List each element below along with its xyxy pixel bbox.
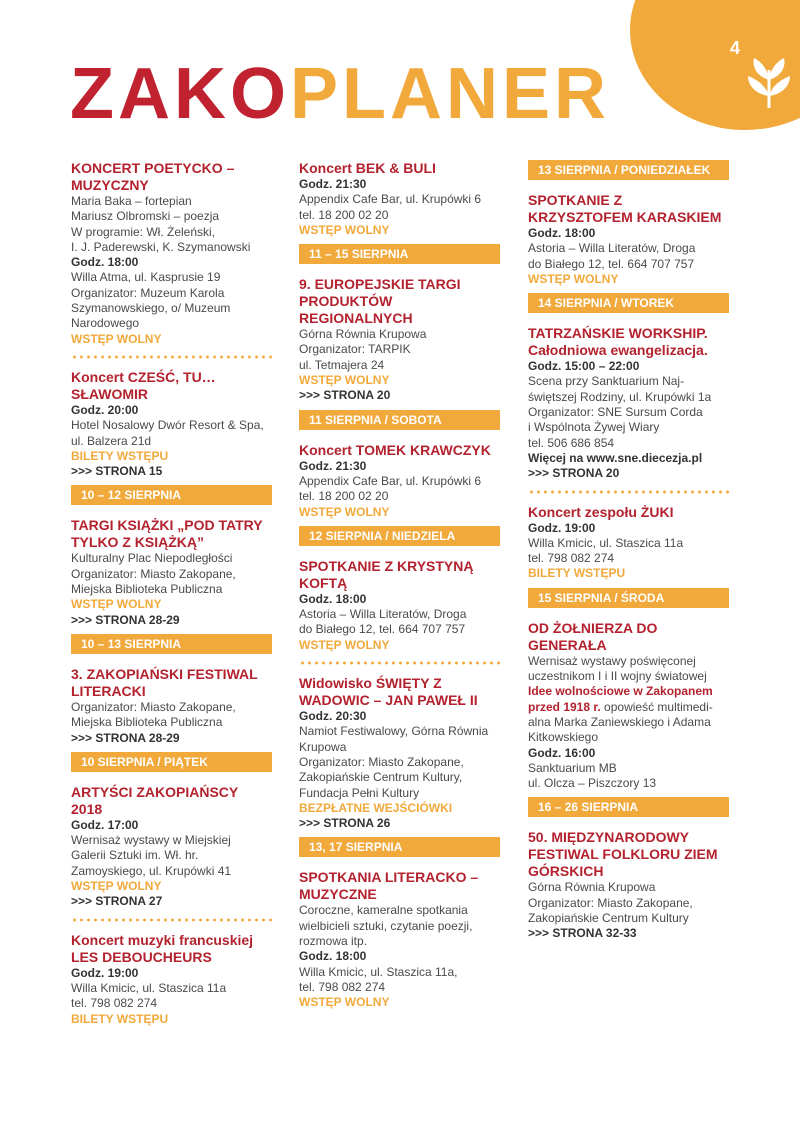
page-number: 4	[729, 38, 740, 58]
entry-info: WSTĘP WOLNY	[299, 637, 390, 652]
event-artysci-zakopianscy: ARTYŚCI ZAKOPIAŃSCY 2018 Godz. 17:00 Wernisaż wystawy w Miejskiej Galerii Sztuki im. Wł. hr. Zamoyskiego, ul. Krupówki 41 WSTĘP WOLNY >>> STRONA 27	[71, 784, 272, 910]
date-header: 11 – 15 SIERPNIA	[299, 244, 500, 264]
event-od-zolnierza: OD ŻOŁNIERZA DO GENERAŁA Wernisaż wystawy poświęconej uczestnikom I i II wojny światowej Idee wolnościowe w Zakopanem przed 1918 r. opowieść multimedi- alna Marka Zaniewskiego i Adama Kitkowskiego Godz. 16:00 Sanktuarium MB ul. Olcza – Piszczory 13	[528, 620, 729, 792]
event-title: SPOTKANIA LITERACKO – MUZYCZNE	[299, 869, 479, 903]
event-swiety-z-wadowic: Widowisko ŚWIĘTY Z WADOWIC – JAN PAWEŁ II Godz. 20:30 Namiot Festiwalowy, Górna Równia Krupowa Organizator: Miasto Zakopane, Zakopiańskie Centrum Kultury, Fundacja Pełni Kultury BEZPŁATNE WEJŚCIÓWKI >>> STRONA 26	[299, 675, 500, 831]
event-time: Godz. 18:00	[528, 226, 596, 240]
page-reference: >>> STRONA 28-29	[71, 730, 180, 745]
event-les-deboucheurs: Koncert muzyki francuskiej LES DEBOUCHEURS Godz. 19:00 Willa Kmicic, ul. Staszica 11a tel. 798 082 274 BILETY WSTĘPU	[71, 932, 272, 1027]
page-reference: >>> STRONA 20	[299, 388, 391, 403]
entry-info: WSTĘP WOLNY	[71, 597, 162, 612]
date-header: 14 SIERPNIA / WTOREK	[528, 293, 729, 313]
dotted-divider	[71, 918, 272, 922]
event-time: Godz. 21:30	[299, 177, 367, 191]
event-title: Widowisko ŚWIĘTY Z WADOWIC – JAN PAWEŁ II	[299, 675, 478, 709]
event-koncert-poetycko: KONCERT POETYCKO – MUZYCZNY Maria Baka – fortepian Mariusz Olbromski – poezja W programie: Wł. Żeleński, I. J. Paderewski, K. Szymanowski Godz. 18:00 Willa Atma, ul. Kasprusie 19 Organizator: Muzeum Karola Szymanowskiego, o/ Muzeum Narodowego WSTĘP WOLNY	[71, 160, 272, 347]
event-title: Koncert zespołu ŻUKI	[528, 503, 674, 520]
event-title: OD ŻOŁNIERZA DO GENERAŁA	[528, 619, 658, 653]
event-festiwal-folkloru: 50. MIĘDZYNARODOWY FESTIWAL FOLKLORU ZIEM GÓRSKICH Górna Równia Krupowa Organizator: Miasto Zakopane, Zakopiańskie Centrum Kultury >>> STRONA 32-33	[528, 829, 729, 941]
page-reference: >>> STRONA 20	[528, 466, 620, 481]
event-time: Godz. 18:00	[71, 255, 139, 270]
entry-info: BILETY WSTĘPU	[528, 566, 626, 581]
event-title: TARGI KSIĄŻKI „POD TATRY TYLKO Z KSIĄŻKĄ”	[71, 517, 263, 551]
event-koncert-slawomir: Koncert CZEŚĆ, TU… SŁAWOMIR Godz. 20:00 Hotel Nosalowy Dwór Resort & Spa, ul. Balzera 21d BILETY WSTĘPU >>> STRONA 15	[71, 369, 272, 479]
event-time: Godz. 17:00	[71, 817, 139, 832]
event-title: 9. EUROPEJSKIE TARGI PRODUKTÓW REGIONALNYCH	[299, 276, 461, 327]
event-time: Godz. 19:00	[71, 965, 139, 980]
event-spotkania-literacko: SPOTKANIA LITERACKO – MUZYCZNE Coroczne, kameralne spotkania wielbicieli sztuki, czytanie poezji, rozmowa itp. Godz. 18:00 Willa Kmicic, ul. Staszica 11a, tel. 798 082 274 WSTĘP WOLNY	[299, 869, 500, 1010]
column-2	[299, 160, 500, 1017]
column-1	[71, 160, 272, 1033]
entry-info: WSTĘP WOLNY	[299, 995, 390, 1010]
event-tatrzanskie-workship: TATRZAŃSKIE WORKSHIP. Całodniowa ewangelizacja. Godz. 15:00 – 22:00 Scena przy Sanktuarium Naj- świętszej Rodziny, ul. Krupówki 1a Organizator: SNE Sursum Corda i Wspólnota Żywej Wiary tel. 506 686 854 Więcej na www.sne.diecezja.pl >>> STRONA 20	[528, 325, 729, 481]
page-reference: >>> STRONA 15	[71, 464, 163, 479]
event-krzysztof-karasek: SPOTKANIE Z KRZYSZTOFEM KARASKIEM Godz. 18:00 Astoria – Willa Literatów, Droga do Białego 12, tel. 664 707 757 WSTĘP WOLNY	[528, 192, 729, 287]
entry-info: BEZPŁATNE WEJŚCIÓWKI	[299, 800, 453, 815]
event-title: 50. MIĘDZYNARODOWY FESTIWAL FOLKLORU ZIEM GÓRSKICH	[528, 829, 718, 880]
event-targi-ksiazki: TARGI KSIĄŻKI „POD TATRY TYLKO Z KSIĄŻKĄ” Kulturalny Plac Niepodległości Organizator: Miasto Zakopane, Miejska Biblioteka Publiczna WSTĘP WOLNY >>> STRONA 28-29	[71, 517, 272, 627]
entry-info: BILETY WSTĘPU	[71, 1011, 169, 1026]
event-title: Koncert muzyki francuskiej LES DEBOUCHEURS	[71, 931, 254, 965]
event-krystyna-kofta: SPOTKANIE Z KRYSTYNĄ KOFTĄ Godz. 18:00 Astoria – Willa Literatów, Droga do Białego 12, tel. 664 707 757 WSTĘP WOLNY	[299, 558, 500, 653]
event-time: Godz. 18:00	[299, 591, 367, 606]
column-3	[528, 160, 729, 948]
date-header: 13, 17 SIERPNIA	[299, 837, 500, 857]
date-header: 16 – 26 SIERPNIA	[528, 797, 729, 817]
entry-info: WSTĘP WOLNY	[528, 271, 619, 286]
page-reference: >>> STRONA 32-33	[528, 926, 637, 941]
event-title: SPOTKANIE Z KRYSTYNĄ KOFTĄ	[299, 557, 474, 591]
zakoplaner-logo: ZAKOPLANER	[70, 54, 610, 134]
event-title: Koncert TOMEK KRAWCZYK	[299, 441, 491, 458]
date-header: 15 SIERPNIA / ŚRODA	[528, 588, 729, 608]
event-targi-produktow: 9. EUROPEJSKIE TARGI PRODUKTÓW REGIONALNYCH Górna Równia Krupowa Organizator: TARPIK ul. Tetmajera 24 WSTĘP WOLNY >>> STRONA 20	[299, 276, 500, 403]
event-title: SPOTKANIE Z KRZYSZTOFEM KARASKIEM	[528, 192, 722, 225]
event-time: Godz. 20:00	[71, 402, 139, 417]
dotted-divider	[71, 355, 272, 359]
entry-info: WSTĘP WOLNY	[71, 331, 162, 346]
event-festiwal-literacki: 3. ZAKOPIAŃSKI FESTIWAL LITERACKI Organizator: Miasto Zakopane, Miejska Biblioteka Publiczna >>> STRONA 28-29	[71, 666, 272, 746]
event-time: Godz. 19:00	[528, 520, 596, 535]
entry-info: WSTĘP WOLNY	[299, 222, 390, 237]
event-tomek-krawczyk: Koncert TOMEK KRAWCZYK Godz. 21:30 Appendix Cafe Bar, ul. Krupówki 6 tel. 18 200 02 20 WSTĘP WOLNY	[299, 442, 500, 520]
event-title: Koncert BEK & BULI	[299, 160, 436, 176]
wheat-icon	[744, 50, 794, 110]
page-reference: >>> STRONA 26	[299, 816, 391, 831]
event-zuki: Koncert zespołu ŻUKI Godz. 19:00 Willa Kmicic, ul. Staszica 11a tel. 798 082 274 BILETY WSTĘPU	[528, 504, 729, 582]
website-link[interactable]: Więcej na www.sne.diecezja.pl	[528, 450, 703, 465]
date-header: 11 SIERPNIA / SOBOTA	[299, 410, 500, 430]
event-title: TATRZAŃSKIE WORKSHIP. Całodniowa ewangelizacja.	[528, 325, 708, 359]
entry-info: WSTĘP WOLNY	[299, 373, 390, 388]
entry-info: WSTĘP WOLNY	[71, 879, 162, 894]
event-title: ARTYŚCI ZAKOPIAŃSCY 2018	[71, 783, 238, 817]
page-reference: >>> STRONA 28-29	[71, 612, 180, 627]
event-time: Godz. 20:30	[299, 709, 367, 724]
date-header: 13 SIERPNIA / PONIEDZIAŁEK	[528, 160, 729, 180]
event-time: Godz. 21:30	[299, 458, 367, 473]
dotted-divider	[528, 490, 729, 494]
date-header: 10 SIERPNIA / PIĄTEK	[71, 752, 272, 772]
event-bek-buli: Koncert BEK & BULI Godz. 21:30 Appendix Cafe Bar, ul. Krupówki 6 tel. 18 200 02 20 WSTĘP WOLNY	[299, 160, 500, 238]
event-time: Godz. 18:00	[299, 949, 367, 964]
date-header: 10 – 13 SIERPNIA	[71, 634, 272, 654]
event-time: Godz. 16:00	[528, 745, 596, 760]
event-title: 3. ZAKOPIAŃSKI FESTIWAL LITERACKI	[71, 665, 258, 699]
event-title: Koncert CZEŚĆ, TU… SŁAWOMIR	[71, 368, 216, 402]
date-header: 10 – 12 SIERPNIA	[71, 485, 272, 505]
event-time: Godz. 15:00 – 22:00	[528, 359, 640, 374]
event-title: KONCERT POETYCKO – MUZYCZNY	[71, 160, 235, 193]
entry-info: BILETY WSTĘPU	[71, 448, 169, 463]
date-header: 12 SIERPNIA / NIEDZIELA	[299, 526, 500, 546]
entry-info: WSTĘP WOLNY	[299, 504, 390, 519]
dotted-divider	[299, 661, 500, 665]
page-reference: >>> STRONA 27	[71, 894, 163, 909]
